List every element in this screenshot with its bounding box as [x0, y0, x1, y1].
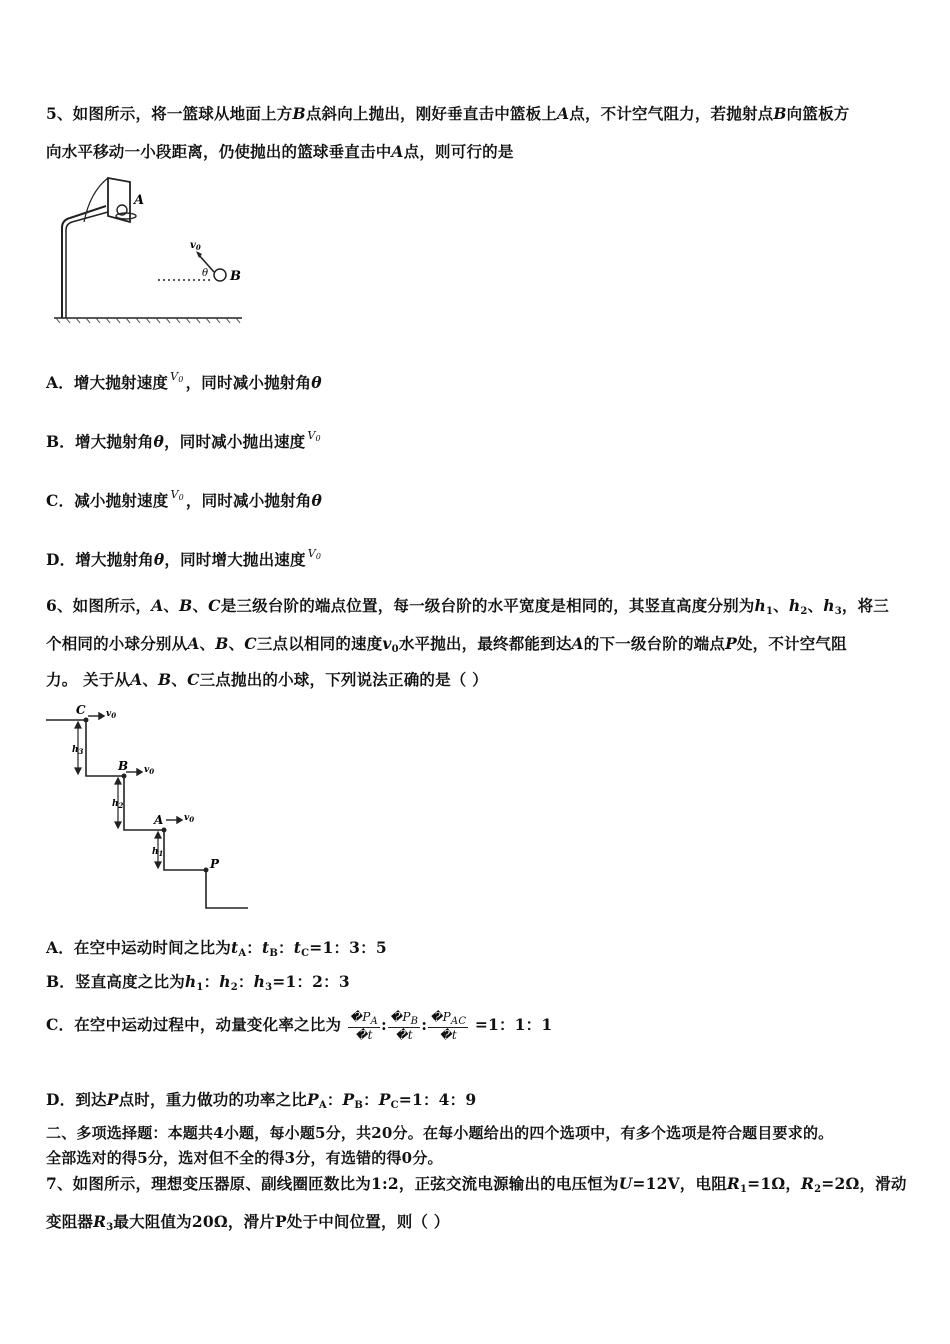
theta-symbol: θ: [153, 432, 165, 451]
v0-symbol: V0: [170, 488, 184, 502]
q5-option-a: [46, 370, 322, 393]
theta-symbol: θ: [311, 491, 323, 510]
option-text: ，同时减小抛射角: [185, 373, 312, 392]
q5-option-d: [46, 547, 323, 570]
fraction-c: $\frac{�P_{AC}}{�t}$: [430, 1010, 467, 1042]
velocity-arrows: [88, 713, 182, 823]
theta-label: θ: [202, 268, 209, 279]
option-text: ，同时增大抛出速度: [164, 550, 306, 569]
q5-text: 向水平移动一小段距离，仍使抛出的篮球垂直击中: [46, 142, 392, 161]
q6-line2: 个相同的小球分别从A、B、C三点以相同的速度$v_0$水平抛出，最终都能到达A的下一级台阶的端点P处，不计空气阻: [46, 634, 847, 655]
fraction-b: $\frac{�P_B}{�t}$: [389, 1010, 419, 1042]
q6-option-d: D．到达P点时，重力做功的功率之比$P_A$：$P_B$：$P_C=1$：4：9: [46, 1090, 477, 1111]
option-text: ，同时减小抛射角: [185, 491, 312, 510]
basketball-figure: [50, 172, 250, 324]
option-text: A．增大抛射速度: [46, 373, 169, 392]
h2-label: $h_2$: [112, 799, 124, 810]
v0-label: $v_0$: [190, 240, 201, 252]
q5-option-b: [46, 429, 323, 452]
point-p: [204, 868, 209, 873]
point-b-label: B: [230, 269, 241, 284]
point-b-label: B: [118, 759, 129, 773]
stairs-figure: [44, 700, 254, 914]
v0-symbol: V0: [307, 429, 321, 443]
option-text: B．增大抛射角: [46, 432, 154, 451]
q5-var-b: B: [292, 104, 306, 123]
q6-line1: 6、如图所示，A、B、C是三级台阶的端点位置，每一级台阶的水平宽度是相同的，其竖直高度分别为$h_1$、$h_2$、$h_3$，将三: [46, 596, 889, 617]
q7-line1: 7、如图所示，理想变压器原、副线圈匝数比为1:2，正弦交流电源输出的电压恒为U=12V，电阻$R_1=1\Omega$，$R_2=2\Omega$，滑动: [46, 1174, 907, 1195]
section2-line1: 二、多项选择题：本题共4小题，每小题5分，共20分。在每小题给出的四个选项中，有多个选项是符合题目要求的。: [46, 1124, 834, 1142]
q6-option-b: B．竖直高度之比为$h_1$：$h_2$：$h_3=1$：2：3: [46, 972, 350, 993]
v0-label-b: $v_0$: [144, 765, 155, 776]
v0-label-a: $v_0$: [184, 813, 195, 824]
q5-text: 向篮板方: [786, 104, 850, 123]
q6-option-c: C．在空中运动过程中，动量变化率之比为 $\frac{�P_A}{�t}$ : $\frac{�P_B}{�t}$ : $\frac{�P_{AC}}{�t}$ =1：1：1: [46, 1010, 553, 1042]
q5-var-a: A: [391, 142, 404, 161]
q6-line3: 力。 关于从A、B、C三点抛出的小球，下列说法正确的是（ ）: [46, 670, 488, 689]
q7-line2: 变阻器$R_3$最大阻值为20Ω，滑片P处于中间位置，则（ ）: [46, 1212, 450, 1233]
option-text: ，同时减小抛出速度: [164, 432, 306, 451]
q5-line2: [46, 140, 514, 162]
q5-var-a: A: [557, 104, 570, 123]
backboard: [108, 178, 130, 222]
point-a: [162, 828, 167, 833]
ball-at-b: [214, 269, 226, 281]
theta-symbol: θ: [153, 550, 165, 569]
v0-symbol: V0: [307, 547, 322, 561]
q5-option-c: [46, 488, 322, 511]
v0-symbol: V0: [170, 370, 184, 384]
h1-label: $h_1$: [152, 847, 164, 858]
option-text: C．减小抛射速度: [46, 491, 169, 510]
point-b: [122, 774, 127, 779]
v0-label-c: $v_0$: [106, 709, 117, 720]
q5-text: 点，不计空气阻力，若抛射点: [569, 104, 774, 123]
hoop-pole-inner: [66, 212, 108, 318]
h3-label: $h_3$: [72, 745, 84, 756]
option-text: D．增大抛射角: [46, 550, 154, 569]
q6-option-a: A．在空中运动时间之比为$t_A$：$t_B$：$t_C=1$：3：5: [46, 938, 387, 959]
theta-symbol: θ: [311, 373, 322, 392]
q5-text: 5、如图所示，将一篮球从地面上方: [46, 104, 293, 123]
point-p-label: P: [210, 857, 220, 871]
point-a-label: A: [154, 813, 164, 827]
point-a-label: A: [134, 193, 145, 208]
q5-text: 点斜向上抛出，刚好垂直击中篮板上: [305, 104, 558, 123]
section2-line2: 全部选对的得5分，选对但不全的得3分，有选错的得0分。: [46, 1149, 443, 1167]
height-arrows: [75, 722, 164, 868]
q5-var-b: B: [773, 104, 787, 123]
point-c-label: C: [76, 703, 86, 717]
q5-text: 点，则可行的是: [403, 142, 514, 161]
point-c: [84, 718, 89, 723]
q5-line1: [46, 102, 849, 124]
fraction-a: $\frac{�P_A}{�t}$: [349, 1010, 378, 1042]
hoop-pole: [62, 206, 106, 318]
